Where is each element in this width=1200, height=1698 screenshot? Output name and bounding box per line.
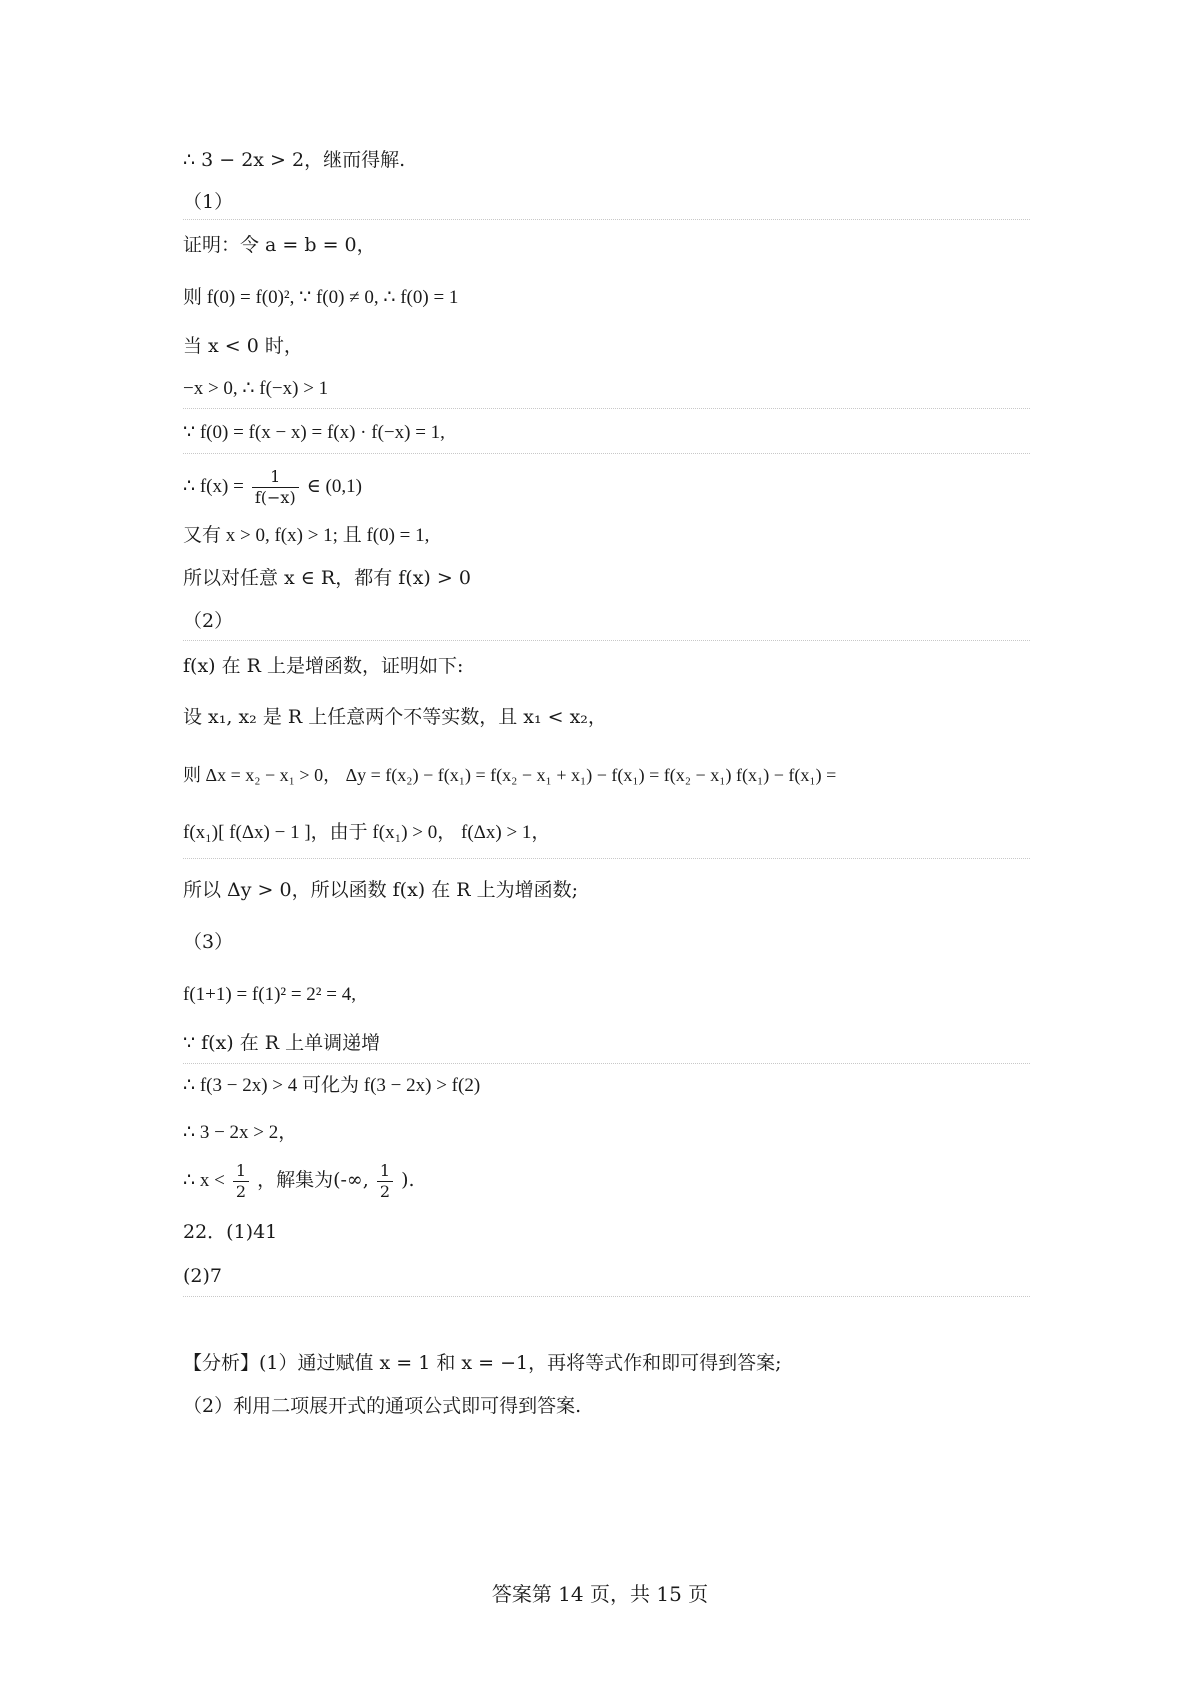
dotted-separator bbox=[183, 858, 1030, 859]
part-label: （3） bbox=[183, 931, 234, 953]
page-footer: 答案第 14 页，共 15 页 bbox=[491, 1582, 709, 1606]
analysis-line: （2）利用二项展开式的通项公式即可得到答案. bbox=[183, 1395, 582, 1417]
dotted-separator bbox=[183, 408, 1030, 409]
dotted-separator bbox=[183, 453, 1030, 454]
math-line: ∴ f(x) = $\frac{1}{f(-x)}$ ∈ (0,1) bbox=[183, 466, 362, 507]
math-line: ∴ x < $\frac{1}{2}$ ，解集为(-∞, $\frac{1}{2}$ ). bbox=[183, 1160, 415, 1201]
text-line: 所以对任意 x ∈ R，都有 f(x) > 0 bbox=[183, 567, 471, 589]
math-line: −x > 0, ∴ f(−x) > 1 bbox=[183, 378, 329, 399]
text-line: 所以 Δy > 0，所以函数 f(x) 在 R 上为增函数; bbox=[183, 879, 579, 901]
dotted-separator bbox=[183, 1296, 1030, 1297]
fraction: $\frac{1}{f(-x)}$ bbox=[252, 467, 299, 508]
text-line: f(x) 在 R 上是增函数，证明如下: bbox=[183, 655, 464, 677]
math-line: ∵ f(0) = f(x − x) = f(x) · f(−x) = 1, bbox=[183, 422, 445, 443]
text-line: 证明：令 a = b = 0， bbox=[183, 234, 376, 256]
part-label: （2） bbox=[183, 610, 234, 632]
question-answer: 22．(1)41 bbox=[183, 1221, 278, 1243]
math-line: 又有 x > 0, f(x) > 1; 且 f(0) = 1, bbox=[183, 525, 430, 546]
math-line: f(1+1) = f(1)² = 2² = 4, bbox=[183, 984, 356, 1005]
math-line: ∴ 3 − 2x > 2， bbox=[183, 1122, 298, 1143]
math-line: 则 Δx = x₂ − x₁ > 0， Δy = f(x₂) − f(x₁) = f(x₂ − x₁ + x₁) − f(x₁) = f(x₂ − x₁) f(x₁) − f(x₁) = bbox=[183, 765, 837, 785]
fraction: $\frac{1}{2}$ bbox=[233, 1161, 249, 1202]
fraction: $\frac{1}{2}$ bbox=[377, 1161, 393, 1202]
math-line: f(x₁)[ f(Δx) − 1 ]，由于 f(x₁) > 0， f(Δx) > 1， bbox=[183, 822, 551, 843]
text-line: 当 x < 0 时， bbox=[183, 335, 303, 357]
part-label: （1） bbox=[183, 191, 234, 213]
text-line: 设 x₁, x₂ 是 R 上任意两个不等实数，且 x₁ < x₂， bbox=[183, 706, 607, 728]
analysis-line: 【分析】(1）通过赋值 x = 1 和 x = −1，再将等式作和即可得到答案; bbox=[183, 1352, 782, 1374]
math-line: 则 f(0) = f(0)², ∵ f(0) ≠ 0, ∴ f(0) = 1 bbox=[183, 287, 459, 308]
dotted-separator bbox=[183, 219, 1030, 220]
question-answer: (2)7 bbox=[183, 1265, 223, 1287]
dotted-separator bbox=[183, 640, 1030, 641]
math-line: ∴ f(3 − 2x) > 4 可化为 f(3 − 2x) > f(2) bbox=[183, 1075, 481, 1096]
text-line: ∴ 3 − 2x > 2，继而得解. bbox=[183, 149, 406, 171]
text-line: ∵ f(x) 在 R 上单调递增 bbox=[183, 1032, 381, 1054]
dotted-separator bbox=[183, 1063, 1030, 1064]
